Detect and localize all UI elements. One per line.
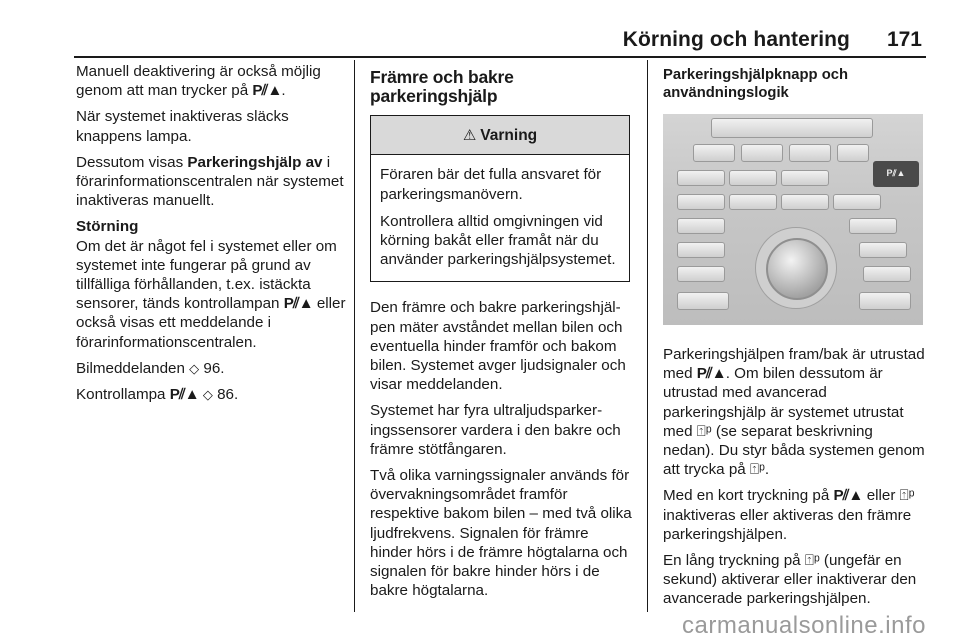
panel-button: [677, 170, 725, 186]
header-rule: [74, 56, 926, 58]
message-text: Parkeringshjälp av: [187, 153, 323, 171]
panel-button: [711, 118, 873, 138]
paragraph: Dessutom visas Parkeringshjälp av i förarinformationscentralen när systemet inaktiveras manuellt.: [76, 153, 344, 210]
column-divider-1: [354, 60, 355, 612]
section-heading: Främre och bakre parkeringshjälp: [370, 67, 514, 107]
column-1: [76, 62, 348, 411]
section-heading-fault: Störning: [76, 218, 139, 236]
panel-button: [849, 218, 897, 234]
column-2: [370, 66, 632, 607]
warning-body: [371, 155, 629, 281]
advanced-park-assist-icon: ⍐ᵖ: [804, 552, 820, 570]
warning-triangle-icon: ⚠: [462, 126, 477, 144]
page-number: 171: [886, 28, 922, 51]
panel-button: [789, 144, 831, 162]
panel-button: [833, 194, 881, 210]
panel-button: [863, 266, 911, 282]
paragraph: Med en kort tryckning på P⫽▲ eller ⍐ᵖ inaktiveras eller aktiveras den främre parkeringshjälpen.: [663, 487, 915, 543]
panel-button: [677, 242, 725, 258]
panel-button: [837, 144, 869, 162]
paragraph: Den främre och bakre parkeringshjälpen mäter avståndet mellan bilen och eventuella hinder framför och bakom bilen. Systemet avger ljudsignaler och visar meddelanden.: [370, 299, 626, 394]
cross-reference[interactable]: Kontrollampa P⫽▲ ◇ 86.: [76, 386, 239, 404]
column-3: [663, 66, 925, 616]
park-assist-button: P⫽▲: [873, 161, 919, 187]
warning-box: [370, 115, 630, 282]
park-assist-icon: P⫽▲: [696, 365, 726, 383]
paragraph: En lång tryckning på ⍐ᵖ (ungefär en sekund) aktiverar eller inaktiverar den avancerade parkeringshjälpen.: [663, 552, 917, 608]
park-assist-icon: P⫽▲: [252, 82, 282, 100]
warning-text: Föraren bär det fulla ansvaret för parkeringsmanövern.: [380, 166, 602, 203]
panel-button: [677, 194, 725, 210]
paragraph: Parkeringshjälpen fram/bak är utrustad med P⫽▲. Om bilen dessutom är utrustad med avancerad parkeringshjälp är systemet utrustat med ⍐ᵖ (se separat beskrivning nedan). Du styr båda systemen genom att trycka på ⍐ᵖ.: [663, 346, 925, 479]
paragraph: När systemet inaktiveras släcks knappens lampa.: [76, 108, 289, 145]
advanced-park-assist-icon: ⍐ᵖ: [899, 487, 915, 505]
paragraph: Två olika varningssignaler används för övervakningsområdet framför respektive bakom bilen – med två olika ljudfrekvens. Signalen för främre hinder hörs i de främre högtalarna och signalen för bakre hinder hörs i de bakre högtalarna.: [370, 467, 632, 600]
cross-reference[interactable]: Bilmeddelanden ◇ 96.: [76, 359, 225, 377]
page-reference-icon: ◇: [189, 360, 200, 376]
warning-header: [371, 116, 629, 155]
panel-button: [781, 194, 829, 210]
paragraph: Systemet har fyra ultraljudsparkeringssensorer vardera i den bakre och främre stötfångaren.: [370, 402, 621, 458]
panel-button: [859, 242, 907, 258]
advanced-park-assist-icon: ⍐ᵖ: [749, 461, 765, 479]
section-heading: Parkeringshjälpknapp och användningslogik: [663, 67, 849, 101]
page-reference-icon: ◇: [202, 387, 213, 403]
panel-button: [693, 144, 735, 162]
watermark: carmanualsonline.info: [682, 612, 926, 639]
paragraph: Manuell deaktivering är också möjlig genom att man trycker på P⫽▲.: [76, 63, 321, 100]
park-assist-icon: P⫽▲: [169, 386, 199, 404]
control-panel-photo: [663, 114, 923, 325]
panel-button: [729, 194, 777, 210]
park-assist-icon: P⫽▲: [833, 487, 863, 505]
warning-label: Varning: [480, 126, 538, 144]
panel-button: [677, 266, 725, 282]
panel-button: [859, 292, 911, 310]
panel-button: [729, 170, 777, 186]
panel-button: [781, 170, 829, 186]
paragraph: Om det är något fel i systemet eller om systemet inte fungerar på grund av tillfälliga förhållanden, t.ex. istäckta sensorer, tänds kontrollampan P⫽▲ eller också visas ett meddelande i förarinformationscentralen.: [76, 237, 346, 351]
warning-text: Kontrollera alltid omgivningen vid körning bakåt eller framåt när du använder parkeringshjälpsystemet.: [380, 212, 616, 269]
panel-button: [741, 144, 783, 162]
column-divider-2: [647, 60, 648, 612]
advanced-park-assist-icon: ⍐ᵖ: [696, 422, 712, 440]
panel-button: [677, 292, 729, 310]
park-assist-icon: P⫽▲: [283, 295, 313, 313]
page-title: Körning och hantering: [622, 28, 850, 51]
control-knob: [766, 238, 828, 300]
page-header: [0, 0, 960, 56]
panel-button: [677, 218, 725, 234]
